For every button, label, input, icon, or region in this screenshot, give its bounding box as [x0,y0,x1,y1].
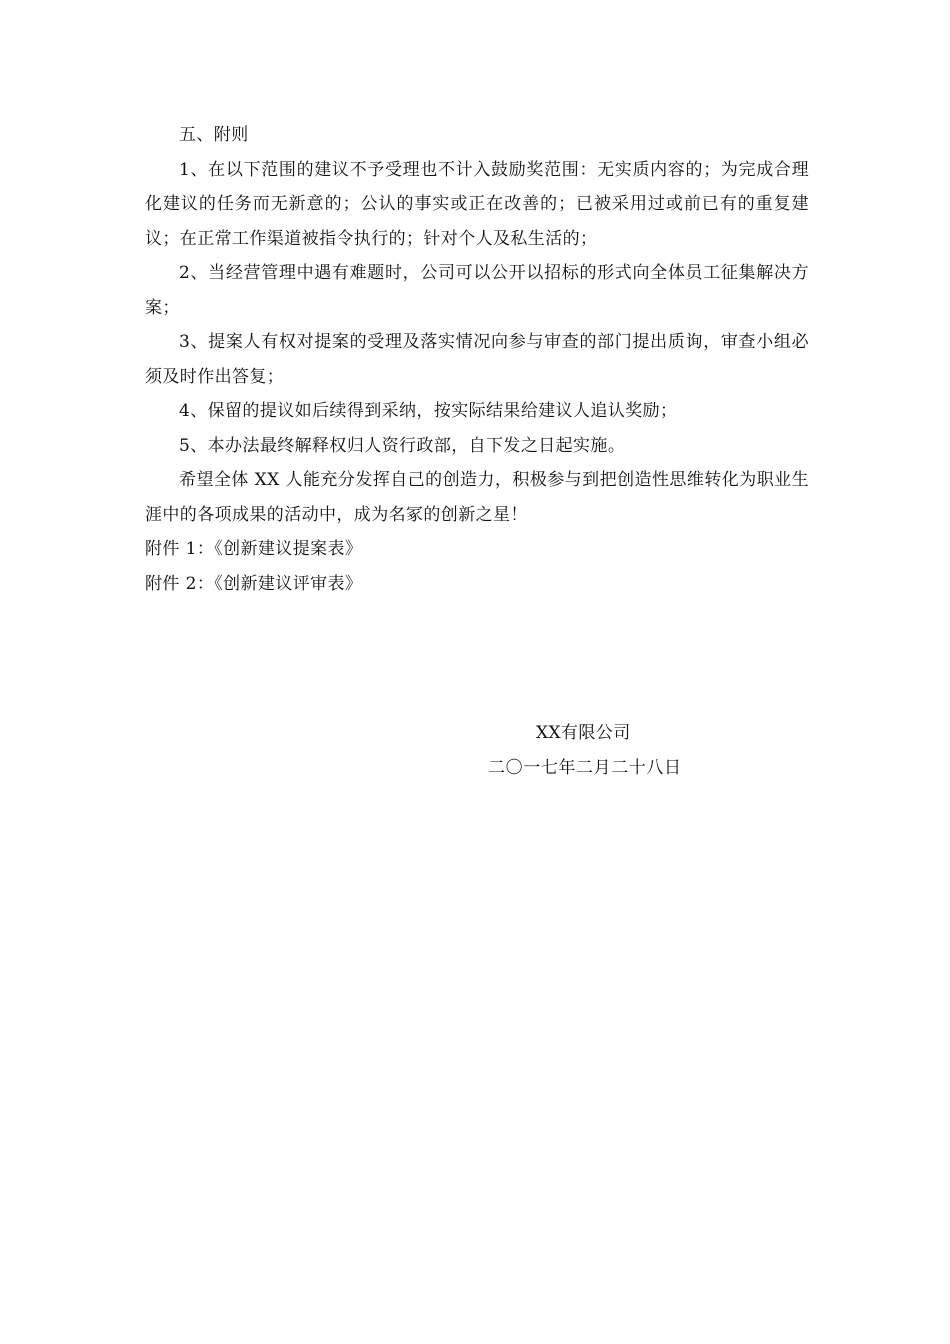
document-date: 二〇一七年二月二十八日 [488,758,682,778]
rule-item-3: 3、提案人有权对提案的受理及落实情况向参与审查的部门提出质询，审查小组必须及时作出答复； [145,332,809,387]
rule-item-4: 4、保留的提议如后续得到采纳，按实际结果给建议人追认奖励； [179,401,678,421]
attachment-1: 附件 1：《创新建议提案表》 [145,539,363,559]
section-heading: 五、附则 [179,125,249,145]
rule-item-5: 5、本办法最终解释权归人资行政部，自下发之日起实施。 [179,435,626,456]
document-body [145,118,809,601]
attachment-2: 附件 2：《创新建议评审表》 [145,573,363,594]
rule-item-1: 1、在以下范围的建议不予受理也不计入鼓励奖范围：无实质内容的；为完成合理化建议的任务而无新意的；公认的事实或正在改善的；已被采用过或前已有的重复建议；在正常工作渠道被指令执行的；针对个人及私生活的； [145,159,809,249]
rule-item-2: 2、当经营管理中遇有难题时，公司可以公开以招标的形式向全体员工征集解决方案； [145,263,809,318]
closing-paragraph: 希望全体 XX 人能充分发挥自己的创造力，积极参与到把创造性思维转化为职业生涯中的各项成果的活动中，成为名冢的创新之星！ [145,470,809,525]
company-name: XX有限公司 [536,723,631,743]
